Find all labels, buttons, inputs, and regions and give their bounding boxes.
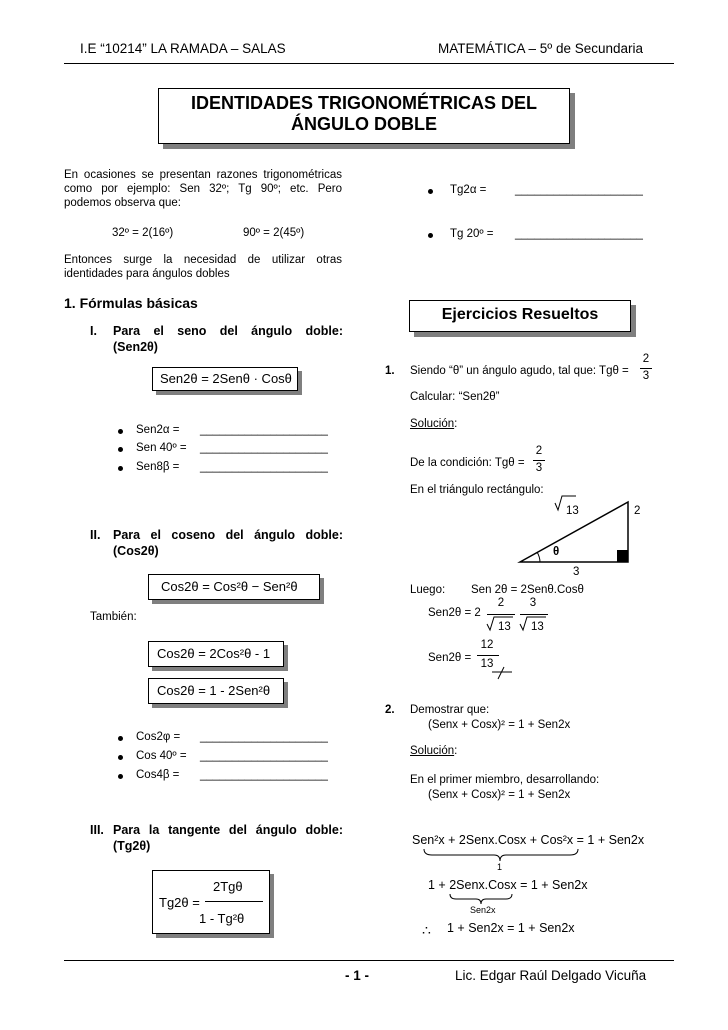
fraction-bar xyxy=(533,460,545,461)
formula-tg2-lhs: Tg2θ = xyxy=(159,895,200,910)
bullet-dot xyxy=(428,233,433,238)
exercise-label: Cos 40º = xyxy=(136,750,187,762)
intro-example-2: 90º = 2(45º) xyxy=(243,227,305,239)
formula-sen2-box xyxy=(152,367,298,391)
formula-cos2: Cos2θ = Cos²θ − Sen²θ xyxy=(161,579,298,594)
formula-cos2-alt1-box xyxy=(148,641,284,667)
right-angle-marker xyxy=(617,550,628,562)
bullet-dot xyxy=(118,466,123,471)
intro-paragraph: En ocasiones se presentan razones trigonométricas como por ejemplo: Sen 32º; Tg 90º; etc. Pero podemos observa que: xyxy=(64,169,342,209)
right-triangle-diagram xyxy=(510,495,650,570)
fraction-bar xyxy=(477,655,499,656)
subsection-II-num: II. xyxy=(90,528,101,542)
fraction-denominator: 3 xyxy=(535,462,543,474)
fraction-bar xyxy=(640,368,652,369)
exercise-1-condition: De la condición: Tgθ = xyxy=(410,457,525,469)
strike-mark xyxy=(490,666,514,680)
sqrt-denominator: 13 xyxy=(498,621,511,633)
step-3-lhs: Sen2θ = xyxy=(428,652,472,664)
exercise-label: Cos2φ = xyxy=(136,731,181,743)
triangle-vertical-label: 2 xyxy=(634,505,641,517)
solution-word: Solución xyxy=(410,418,455,430)
underbrace-1-value: 1 xyxy=(497,862,503,872)
exercise-2-statement: Demostrar que: xyxy=(410,704,490,716)
exercise-1-calc: Calcular: “Sen2θ” xyxy=(410,391,500,403)
exercise-2-identity-2: (Senx + Cosx)² = 1 + Sen2x xyxy=(428,789,571,801)
page-title xyxy=(158,88,570,144)
solution-colon: : xyxy=(454,745,458,757)
subsection-II-title: Para el coseno del ángulo doble: xyxy=(113,528,343,542)
exercise-label: Tg 20º = xyxy=(450,228,494,240)
triangle-hypotenuse-label: 13 xyxy=(566,505,579,517)
fraction-denominator: 13 xyxy=(480,658,494,670)
exercise-blank[interactable]: ____________________ xyxy=(200,424,328,436)
underbrace-2-value: Sen2x xyxy=(470,905,496,915)
fraction-denominator: 3 xyxy=(642,370,650,382)
solution-colon: : xyxy=(454,418,458,430)
exercise-label: Tg2α = xyxy=(450,184,487,196)
underbrace-2 xyxy=(448,893,518,905)
formula-cos2-alt1: Cos2θ = 2Cos²θ - 1 xyxy=(157,646,271,661)
exercise-label: Sen8β = xyxy=(136,461,180,473)
step-2-lhs: Sen2θ = 2 xyxy=(428,607,481,619)
formula-tg2-denominator: 1 - Tg²θ xyxy=(199,911,245,926)
exercise-1-triangle-text: En el triángulo rectángulo: xyxy=(410,484,544,496)
step-1: Sen 2θ = 2Senθ.Cosθ xyxy=(471,584,584,596)
fraction-numerator: 2 xyxy=(642,353,650,365)
subsection-I-num: I. xyxy=(90,324,97,338)
conclusion-line: 1 + Sen2x = 1 + Sen2x xyxy=(447,921,575,935)
exercise-blank[interactable]: ____________________ xyxy=(515,184,643,196)
underbrace-1 xyxy=(422,848,582,862)
exercise-label: Sen2α = xyxy=(136,424,180,436)
formula-cos2-alt2-box xyxy=(148,678,284,704)
footer-author: Lic. Edgar Raúl Delgado Vicuña xyxy=(455,968,647,983)
exercise-blank[interactable]: ____________________ xyxy=(200,461,328,473)
exercise-label: Cos4β = xyxy=(136,769,180,781)
expansion-line: Sen²x + 2Senx.Cosx + Cos²x = 1 + Sen2x xyxy=(412,833,645,847)
fraction-numerator: 3 xyxy=(529,597,537,609)
bullet-dot xyxy=(118,429,123,434)
footer-rule xyxy=(64,960,674,961)
header-right: MATEMÁTICA – 5º de Secundaria xyxy=(438,41,644,56)
exercise-blank[interactable]: ____________________ xyxy=(200,769,328,781)
exercise-1-num: 1. xyxy=(385,365,395,377)
subsection-III-num: III. xyxy=(90,823,104,837)
bullet-dot xyxy=(118,447,123,452)
page-title-line2: ÁNGULO DOBLE xyxy=(291,114,437,134)
formula-sen2: Sen2θ = 2Senθ · Cosθ xyxy=(160,371,292,386)
subsection-III-subtitle: (Tg2θ) xyxy=(113,839,151,853)
exercise-blank[interactable]: ____________________ xyxy=(200,442,328,454)
bullet-dot xyxy=(118,774,123,779)
angle-arc xyxy=(537,552,540,562)
section-title-box xyxy=(409,300,631,332)
fraction-numerator: 12 xyxy=(480,639,494,651)
subsection-I-subtitle: (Sen2θ) xyxy=(113,340,158,354)
triangle-angle-label: θ xyxy=(553,546,560,558)
header-left: I.E “10214” LA RAMADA – SALAS xyxy=(80,41,286,56)
formula-tg2-numerator: 2Tgθ xyxy=(213,879,243,894)
exercise-blank[interactable]: ____________________ xyxy=(200,731,328,743)
luego-label: Luego: xyxy=(410,584,446,596)
exercise-blank[interactable]: ____________________ xyxy=(515,228,643,240)
tambien-label: También: xyxy=(90,611,137,623)
bullet-dot xyxy=(118,755,123,760)
page-title-line1: IDENTIDADES TRIGONOMÉTRICAS DEL xyxy=(190,93,537,113)
fraction-numerator: 2 xyxy=(497,597,505,609)
subsection-I-title: Para el seno del ángulo doble: xyxy=(113,324,343,338)
section-heading: 1. Fórmulas básicas xyxy=(64,295,198,311)
sqrt-denominator: 13 xyxy=(531,621,544,633)
formula-cos2-box xyxy=(148,574,320,600)
subsection-III-title: Para la tangente del ángulo doble: xyxy=(113,823,343,837)
formula-cos2-alt2: Cos2θ = 1 - 2Sen²θ xyxy=(157,683,271,698)
exercise-2-num: 2. xyxy=(385,704,395,716)
exercise-2-identity: (Senx + Cosx)² = 1 + Sen2x xyxy=(428,719,571,731)
header-rule xyxy=(64,63,674,64)
bullet-dot xyxy=(428,189,433,194)
simplified-line: 1 + 2Senx.Cosx = 1 + Sen2x xyxy=(428,878,588,892)
fraction-bar xyxy=(205,901,263,902)
exercise-label: Sen 40º = xyxy=(136,442,187,454)
intro-paragraph-2: Entonces surge la necesidad de utilizar otras identidades para ángulos dobles xyxy=(64,254,342,280)
intro-example-1: 32º = 2(16º) xyxy=(112,227,174,239)
therefore-symbol: ∴ xyxy=(422,922,431,938)
solution-word: Solución xyxy=(410,745,455,757)
page-number: - 1 - xyxy=(345,968,370,983)
triangle-horizontal-label: 3 xyxy=(573,566,580,578)
exercise-blank[interactable]: ____________________ xyxy=(200,750,328,762)
bullet-dot xyxy=(118,736,123,741)
exercise-2-first: En el primer miembro, desarrollando: xyxy=(410,774,600,786)
solution-label-2 xyxy=(410,744,457,758)
formula-tg2-box xyxy=(152,870,270,934)
exercise-1-statement: Siendo “θ” un ángulo agudo, tal que: Tgθ = xyxy=(410,365,629,377)
solution-label-1 xyxy=(410,417,457,431)
fraction-numerator: 2 xyxy=(535,445,543,457)
ejercicios-title: Ejercicios Resueltos xyxy=(441,306,599,323)
subsection-II-subtitle: (Cos2θ) xyxy=(113,544,159,558)
